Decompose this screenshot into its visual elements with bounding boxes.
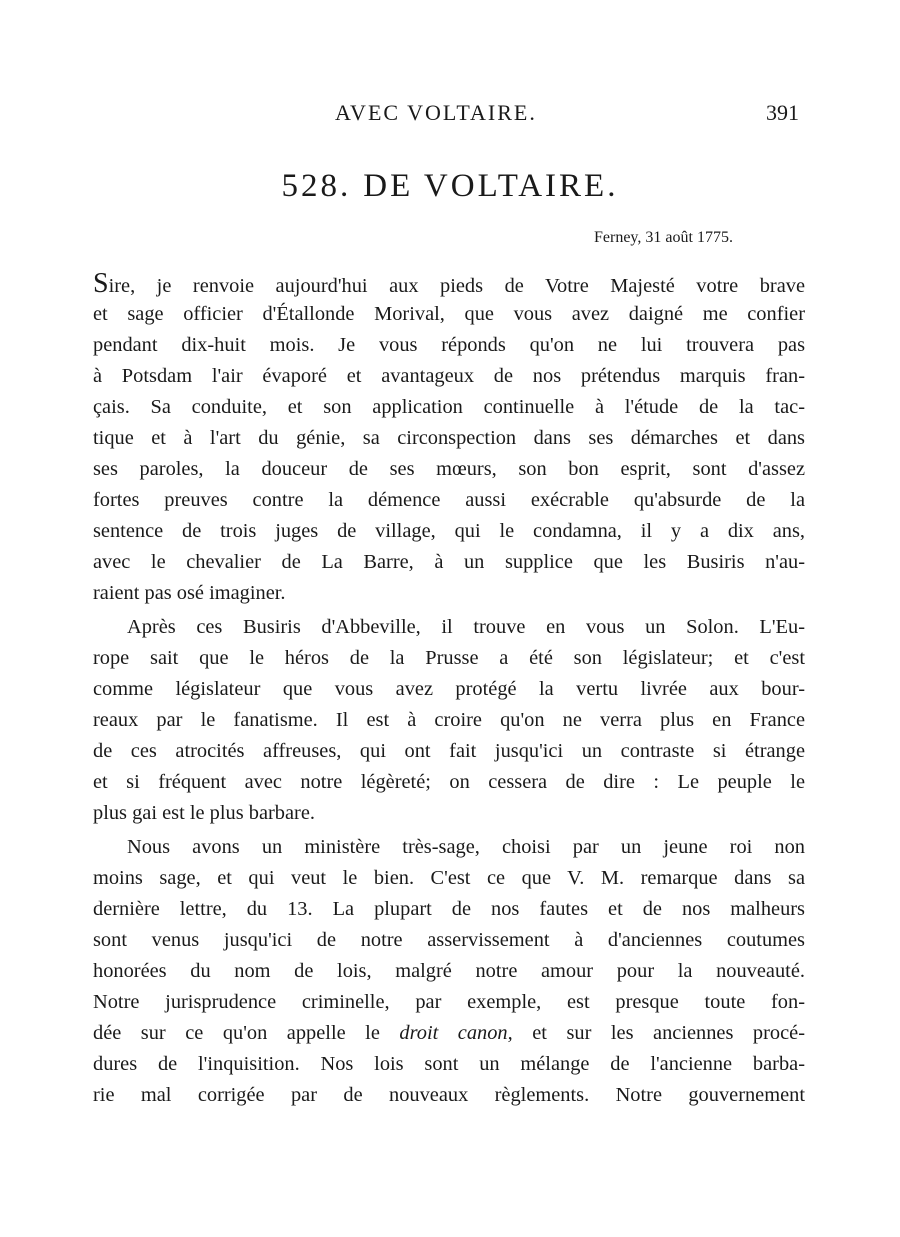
text-line: comme législateur que vous avez protégé la vertu livrée aux bour- <box>93 678 805 700</box>
letter-heading <box>0 168 900 205</box>
drop-cap: S <box>93 268 109 299</box>
letter-title: DE VOLTAIRE. <box>363 168 619 204</box>
text-line: ses paroles, la douceur de ses mœurs, son bon esprit, sont d'assez <box>93 458 805 480</box>
paragraph <box>93 612 805 829</box>
text-line: Nous avons un ministère très-sage, choisi par un jeune roi non <box>127 836 805 858</box>
text-line: moins sage, et qui veut le bien. C'est ce que V. M. remarque dans sa <box>93 867 805 889</box>
text-line: rie mal corrigée par de nouveaux règlements. Notre gouvernement <box>93 1084 805 1106</box>
text-line: à Potsdam l'air évaporé et avantageux de nos prétendus marquis fran- <box>93 365 805 387</box>
text-line: reaux par le fanatisme. Il est à croire qu'on ne verra plus en France <box>93 709 805 731</box>
text-line: raient pas osé imaginer. <box>93 582 286 604</box>
text-line: avec le chevalier de La Barre, à un supplice que les Busiris n'au- <box>93 551 805 573</box>
text-line: tique et à l'art du génie, sa circonspection dans ses démarches et dans <box>93 427 805 449</box>
text-line: Après ces Busiris d'Abbeville, il trouve en vous un Solon. L'Eu- <box>127 616 805 638</box>
text-line: fortes preuves contre la démence aussi exécrable qu'absurde de la <box>93 489 805 511</box>
paragraph <box>93 832 805 1111</box>
text-line: honorées du nom de lois, malgré notre amour pour la nouveauté. <box>93 960 805 982</box>
text-line: rope sait que le héros de la Prusse a été son législateur; et c'est <box>93 647 805 669</box>
text-line: plus gai est le plus barbare. <box>93 802 315 824</box>
text-line: dernière lettre, du 13. La plupart de nos fautes et de nos malheurs <box>93 898 805 920</box>
text-line: sentence de trois juges de village, qui le condamna, il y a dix ans, <box>93 520 805 542</box>
running-title: AVEC VOLTAIRE. <box>335 100 537 125</box>
text-line: pendant dix-huit mois. Je vous réponds qu'on ne lui trouvera pas <box>93 334 805 356</box>
italic-term: droit canon, <box>399 1022 513 1044</box>
text-line: Notre jurisprudence criminelle, par exemple, est presque toute fon- <box>93 991 805 1013</box>
page-number: 391 <box>766 100 799 125</box>
text-line: et si fréquent avec notre légèreté; on cessera de dire : Le peuple le <box>93 771 805 793</box>
text-line: sont venus jusqu'ici de notre asservissement à d'anciennes coutumes <box>93 929 805 951</box>
text-line: et sage officier d'Étallonde Morival, que vous avez daigné me confier <box>93 303 805 325</box>
letter-body <box>93 268 805 1111</box>
dateline: Ferney, 31 août 1775. <box>594 229 733 246</box>
text-line: dures de l'inquisition. Nos lois sont un mélange de l'ancienne barba- <box>93 1053 805 1075</box>
text-line: çais. Sa conduite, et son application continuelle à l'étude de la tac- <box>93 396 805 418</box>
running-head <box>0 100 900 130</box>
paragraph <box>93 268 805 609</box>
text-line: Sire, je renvoie aujourd'hui aux pieds de Votre Majesté votre brave <box>93 268 805 299</box>
text-line: de ces atrocités affreuses, qui ont fait jusqu'ici un contraste si étrange <box>93 740 805 762</box>
letter-number: 528. <box>281 168 352 204</box>
text-line: dée sur ce qu'on appelle le droit canon, et sur les anciennes procé- <box>93 1022 805 1044</box>
